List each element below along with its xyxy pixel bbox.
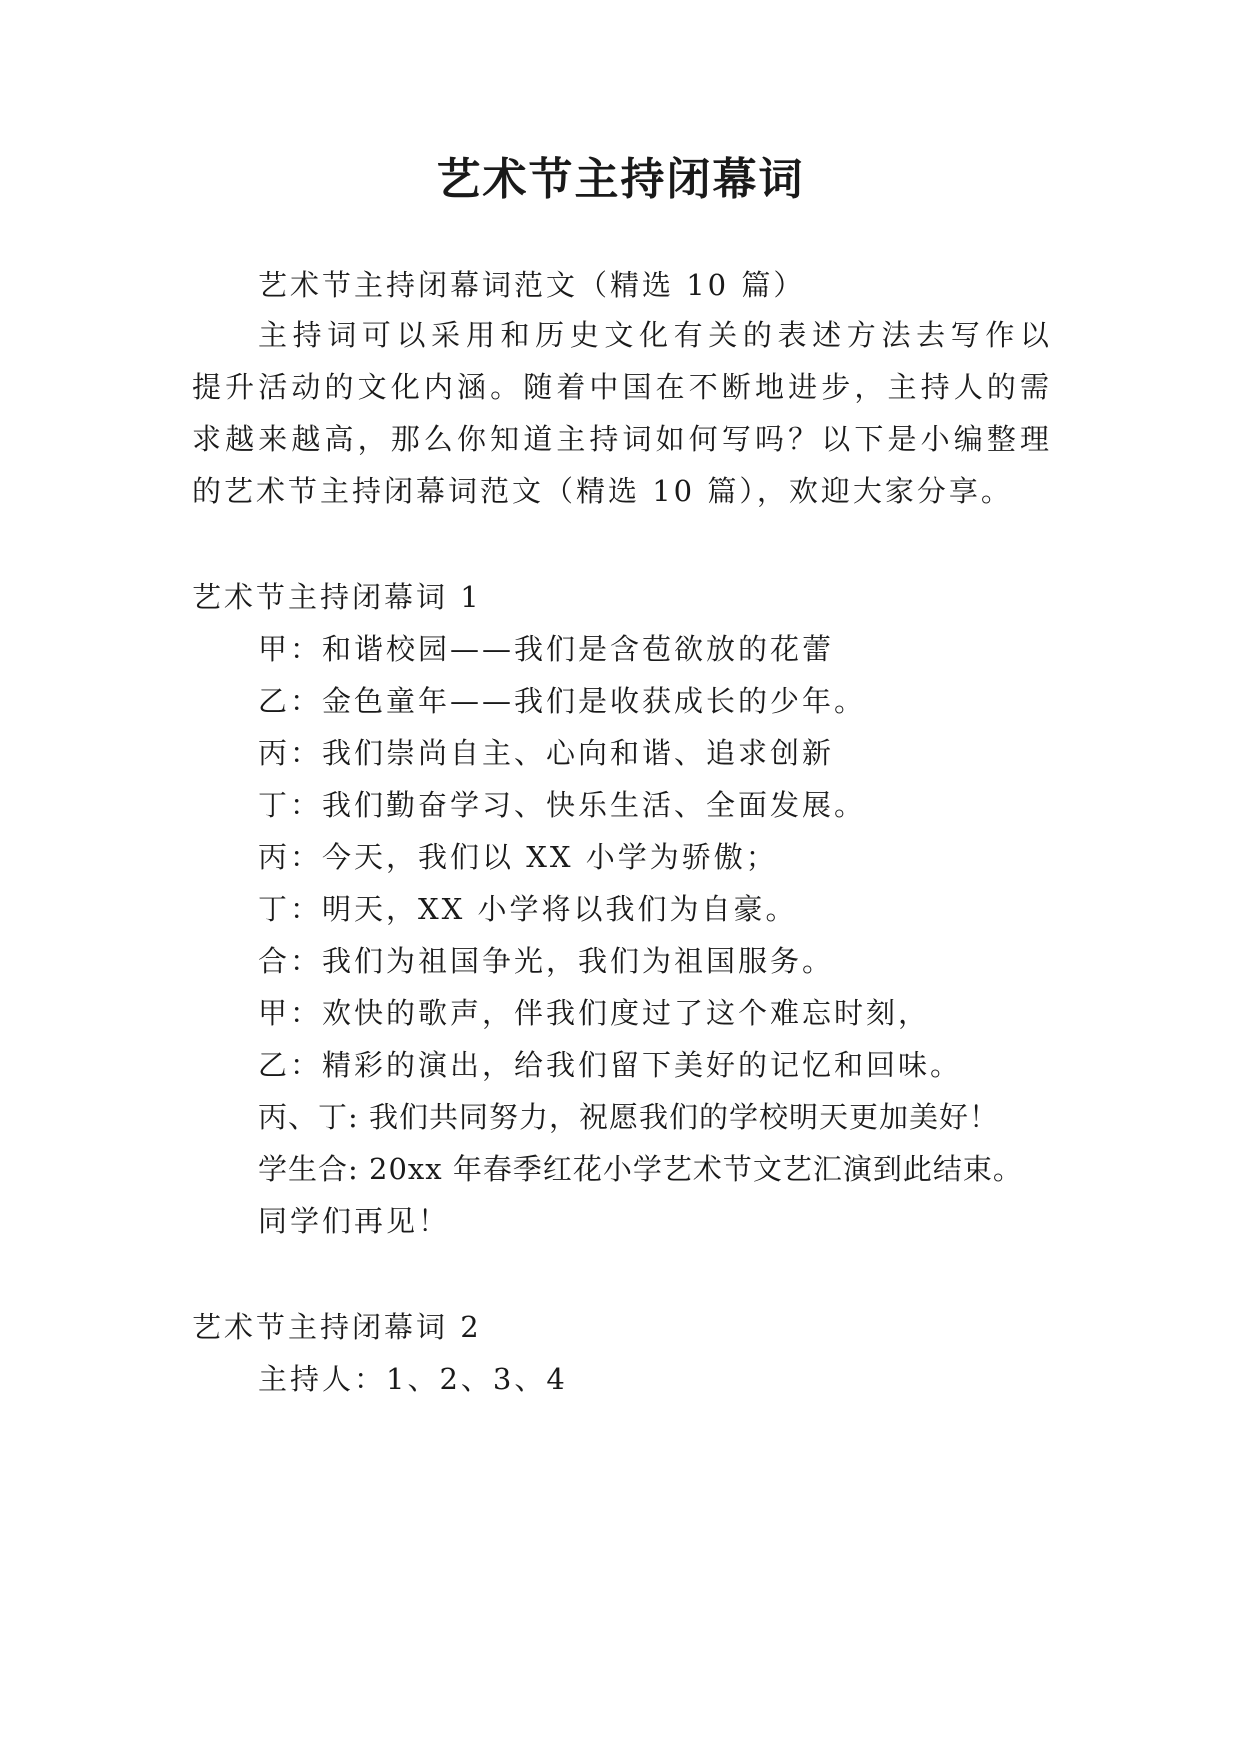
script-line: 丁：明天，XX 小学将以我们为自豪。: [258, 892, 798, 926]
section-heading-2: 艺术节主持闭幕词 2: [192, 1310, 482, 1344]
script-line: 丙：我们崇尚自主、心向和谐、追求创新: [258, 736, 835, 770]
script-line: 学生合: 20xx 年春季红花小学艺术节文艺汇演到此结束。: [258, 1152, 1023, 1186]
intro-heading: 艺术节主持闭幕词范文（精选 10 篇）: [258, 268, 806, 302]
section-heading-1: 艺术节主持闭幕词 1: [192, 580, 482, 614]
script-line: 主持人：1、2、3、4: [258, 1362, 568, 1396]
script-line: 乙：精彩的演出，给我们留下美好的记忆和回味。: [258, 1048, 963, 1082]
script-line: 丙：今天，我们以 XX 小学为骄傲；: [258, 840, 778, 874]
paragraph-line: 求越来越高，那么你知道主持词如何写吗？以下是小编整理: [192, 422, 1049, 456]
paragraph-line: 主持词可以采用和历史文化有关的表述方法去写作以: [258, 318, 1049, 352]
script-line: 丙、丁: 我们共同努力，祝愿我们的学校明天更加美好！: [258, 1100, 999, 1134]
document-title: 艺术节主持闭幕词: [436, 154, 805, 205]
paragraph-line: 提升活动的文化内涵。随着中国在不断地进步，主持人的需: [192, 370, 1049, 404]
script-line: 合：我们为祖国争光，我们为祖国服务。: [258, 944, 835, 978]
script-line: 同学们再见！: [258, 1204, 451, 1238]
script-line: 甲：欢快的歌声，伴我们度过了这个难忘时刻，: [258, 996, 931, 1030]
script-line: 丁：我们勤奋学习、快乐生活、全面发展。: [258, 788, 867, 822]
script-line: 乙：金色童年——我们是收获成长的少年。: [258, 684, 867, 718]
script-line: 甲：和谐校园——我们是含苞欲放的花蕾: [258, 632, 835, 666]
paragraph-line: 的艺术节主持闭幕词范文（精选 10 篇），欢迎大家分享。: [192, 474, 1013, 508]
